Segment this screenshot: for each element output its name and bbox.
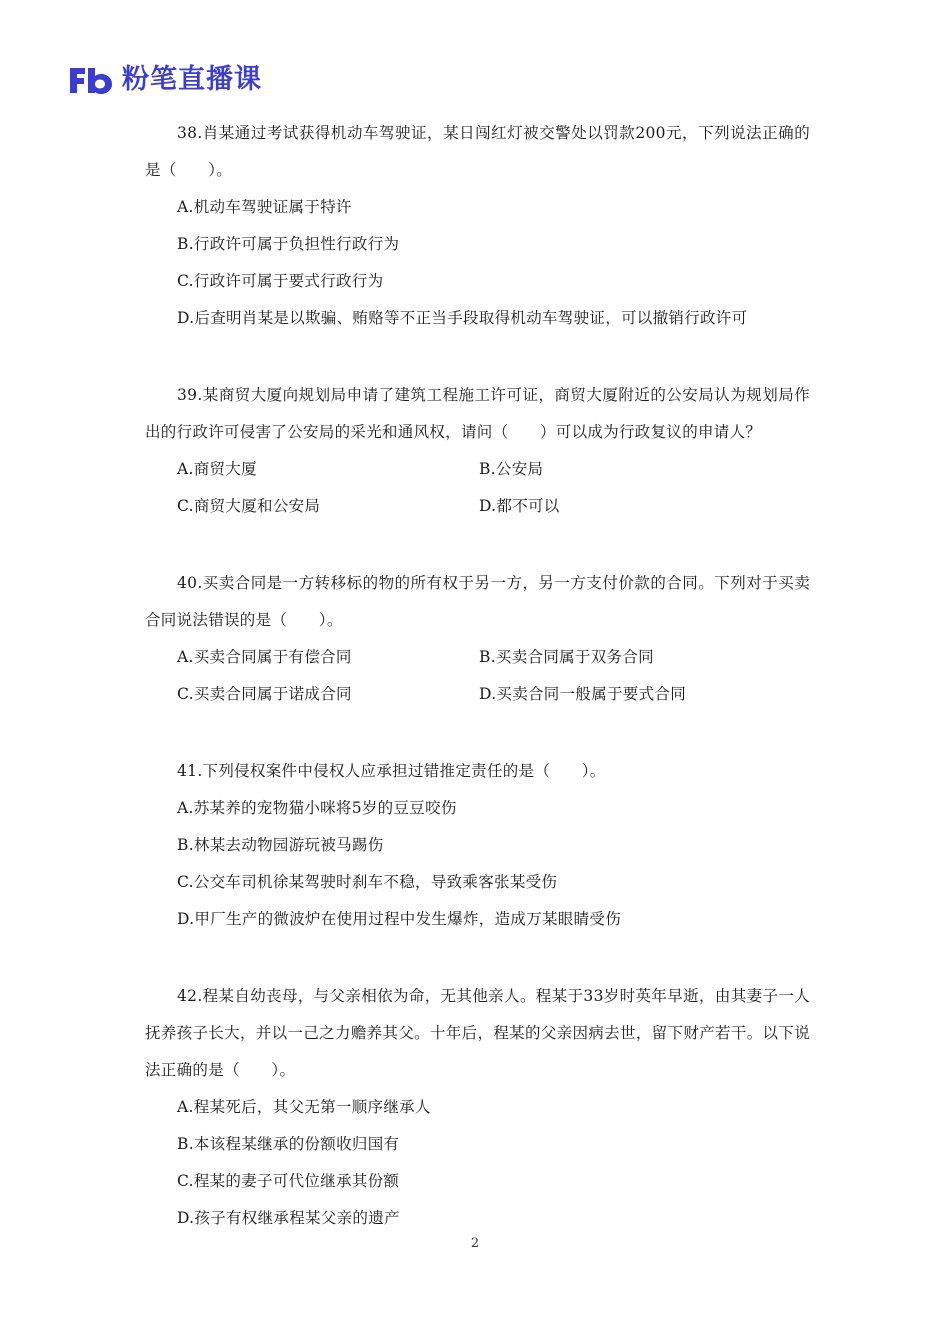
- option-a: A.机动车驾驶证属于特许: [177, 198, 352, 216]
- question-40: [145, 565, 810, 713]
- question-stem: 40.买卖合同是一方转移标的物的所有权于另一方，另一方支付价款的合同。下列对于买卖合同说法错误的是（ ）。: [145, 574, 810, 629]
- option-b: B.买卖合同属于双务合同: [479, 648, 654, 666]
- question-list: [145, 115, 810, 1277]
- question-41: [145, 753, 810, 938]
- option-d: D.都不可以: [479, 497, 560, 515]
- question-42: [145, 978, 810, 1237]
- logo-text: 粉笔直播课: [122, 64, 262, 95]
- option-c: C.商贸大厦和公安局: [177, 497, 321, 515]
- question-stem: 38.肖某通过考试获得机动车驾驶证，某日闯红灯被交警处以罚款200元，下列说法正确的是（ ）。: [145, 124, 810, 179]
- question-stem: 41.下列侵权案件中侵权人应承担过错推定责任的是（ ）。: [177, 762, 606, 780]
- page-number: 2: [470, 1236, 480, 1251]
- option-c: C.行政许可属于要式行政行为: [177, 272, 384, 290]
- options-grid: [145, 451, 810, 525]
- option-b: B.公安局: [479, 460, 544, 478]
- option-b: B.本该程某继承的份额收归国有: [177, 1135, 400, 1153]
- option-d: D.后查明肖某是以欺骗、贿赂等不正当手段取得机动车驾驶证，可以撤销行政许可: [177, 309, 748, 327]
- option-b: B.行政许可属于负担性行政行为: [177, 235, 400, 253]
- option-c: C.公交车司机徐某驾驶时刹车不稳，导致乘客张某受伤: [177, 873, 558, 891]
- options-grid: [145, 639, 810, 713]
- option-a: A.商贸大厦: [177, 460, 257, 478]
- question-38: [145, 115, 810, 337]
- option-c: C.买卖合同属于诺成合同: [177, 685, 352, 703]
- header-logo: [68, 63, 262, 97]
- fb-logo-icon: [68, 65, 114, 95]
- option-a: A.买卖合同属于有偿合同: [177, 648, 352, 666]
- option-a: A.程某死后，其父无第一顺序继承人: [177, 1098, 431, 1116]
- question-stem: 39.某商贸大厦向规划局申请了建筑工程施工许可证，商贸大厦附近的公安局认为规划局作出的行政许可侵害了公安局的采光和通风权，请问（ ）可以成为行政复议的申请人？: [145, 386, 810, 441]
- option-d: D.买卖合同一般属于要式合同: [479, 685, 687, 703]
- option-d: D.孩子有权继承程某父亲的遗产: [177, 1209, 400, 1227]
- question-stem: 42.程某自幼丧母，与父亲相依为命，无其他亲人。程某于33岁时英年早逝，由其妻子一人抚养孩子长大，并以一己之力赡养其父。十年后，程某的父亲因病去世，留下财产若干。以下说法正确的是（ ）。: [145, 987, 810, 1079]
- option-d: D.甲厂生产的微波炉在使用过程中发生爆炸，造成万某眼睛受伤: [177, 910, 622, 928]
- option-a: A.苏某养的宠物猫小咪将5岁的豆豆咬伤: [177, 799, 457, 817]
- option-c: C.程某的妻子可代位继承其份额: [177, 1172, 400, 1190]
- option-b: B.林某去动物园游玩被马踢伤: [177, 836, 384, 854]
- question-39: [145, 377, 810, 525]
